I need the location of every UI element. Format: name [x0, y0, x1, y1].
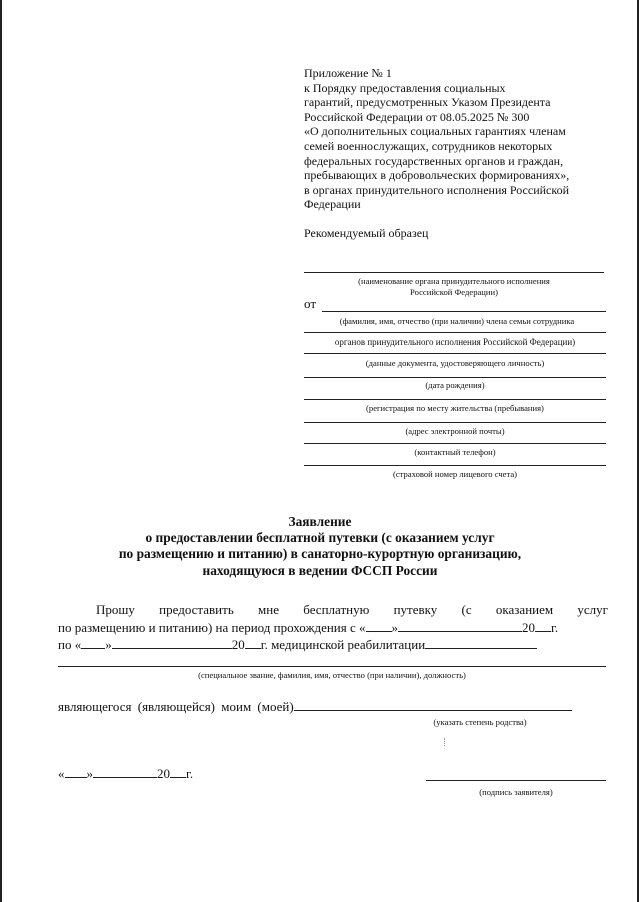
quote-close: »	[86, 766, 93, 781]
request-line-3	[58, 636, 537, 653]
rehabilitation-label: г. медицинской реабилитации	[260, 637, 426, 652]
period-end-label: по «	[58, 637, 82, 652]
applicant-name-field-line[interactable]	[322, 311, 606, 312]
identity-document-field-line[interactable]	[304, 353, 606, 354]
sign-month-field[interactable]	[93, 765, 157, 778]
year-suffix: г.	[551, 620, 559, 635]
sign-day-field[interactable]	[65, 765, 87, 778]
organ-caption-text: органов принудительного исполнения Российской Федерации)	[334, 337, 576, 347]
relation-caption: (указать степень родства)	[433, 717, 527, 727]
year-suffix: г.	[186, 766, 194, 781]
sign-year-field[interactable]	[170, 765, 186, 778]
birth-date-field-line[interactable]	[304, 377, 606, 378]
quote-open: «	[58, 766, 65, 781]
appendix-line: в органах принудительного исполнения Российской	[304, 182, 570, 197]
year-prefix: 20	[231, 637, 245, 652]
appendix-line: семей военнослужащих, сотрудников некоторых	[304, 138, 553, 153]
title-line: по размещению и питанию) в санаторно-курортную организацию,	[118, 546, 522, 562]
signature-caption: (подпись заявителя)	[479, 787, 553, 797]
quote-close: »	[391, 620, 399, 635]
relation-label: являющегося (являющейся) моим (моей)	[58, 699, 294, 714]
recommended-sample-label: Рекомендуемый образец	[304, 226, 429, 240]
relation-row	[58, 698, 572, 715]
appendix-line: к Порядку предоставления социальных	[304, 80, 506, 95]
start-month-field[interactable]	[398, 619, 522, 632]
sign-date-row	[58, 765, 193, 782]
request-word: услуг	[577, 602, 608, 617]
organ-name-caption-2: Российской Федерации)	[410, 287, 498, 297]
start-year-field[interactable]	[535, 619, 551, 632]
document-title	[0, 514, 640, 579]
appendix-line: гарантий, предусмотренных Указом Президента	[304, 95, 551, 110]
signature-field-line[interactable]	[426, 780, 606, 781]
snils-field-line[interactable]	[304, 465, 606, 466]
appendix-line: Российской Федерации от 08.05.2025 № 300	[304, 109, 530, 124]
quote-close: »	[105, 637, 112, 652]
start-day-field[interactable]	[366, 619, 392, 632]
request-word: мне	[258, 602, 279, 617]
end-year-field[interactable]	[245, 636, 261, 649]
email-caption: (адрес электронной почты)	[405, 426, 505, 436]
request-word: путевку	[393, 602, 438, 617]
registration-field-line[interactable]	[304, 399, 606, 400]
appendix-line: Федерации	[304, 197, 361, 212]
phone-caption: (контактный телефон)	[414, 447, 496, 457]
title-line: Заявление	[288, 514, 352, 529]
identity-document-caption: (данные документа, удостоверяющего личность)	[365, 358, 545, 368]
period-start-label: по размещению и питанию) на период прохождения с «	[58, 620, 366, 635]
scan-border-left	[0, 0, 2, 902]
appendix-line: пребывающих в добровольческих формированиях»,	[304, 168, 570, 183]
request-line-2	[58, 619, 558, 636]
employee-rank-caption: (специальное звание, фамилия, имя, отчество (при наличии), должность)	[198, 670, 466, 680]
scan-border-right	[637, 0, 639, 902]
year-prefix: 20	[157, 766, 170, 781]
appendix-line: федеральных государственных органов и граждан,	[304, 153, 564, 168]
snils-caption: (страховой номер лицевого счета)	[392, 469, 518, 479]
organ-name-field-line[interactable]	[304, 272, 604, 273]
request-word: (с	[461, 602, 472, 617]
request-word: предоставить	[159, 602, 234, 617]
appendix-line: «О дополнительных социальных гарантиях членам	[304, 124, 566, 139]
rehabilitation-field[interactable]	[425, 636, 537, 649]
scan-dot	[444, 738, 445, 746]
applicant-name-caption: (фамилия, имя, отчество (при наличии) члена семьи сотрудника	[339, 316, 575, 326]
organ-name-caption: (наименование органа принудительного исполнения	[358, 276, 550, 286]
relation-field[interactable]	[294, 698, 572, 711]
end-day-field[interactable]	[81, 636, 105, 649]
appendix-line: Приложение № 1	[304, 66, 392, 80]
title-line: о предоставлении бесплатной путевки (с оказанием услуг	[145, 530, 495, 546]
email-field-line[interactable]	[304, 422, 606, 423]
end-month-field[interactable]	[112, 636, 232, 649]
request-word: бесплатную	[303, 602, 370, 617]
request-line-1	[96, 601, 608, 618]
employee-rank-field-line[interactable]	[58, 666, 606, 667]
request-word: оказанием	[495, 602, 554, 617]
from-label: от	[304, 296, 317, 311]
phone-field-line[interactable]	[304, 443, 606, 444]
title-line: находящуюся в ведении ФССП России	[202, 562, 438, 578]
appendix-block	[304, 66, 604, 212]
year-prefix: 20	[522, 620, 536, 635]
birth-date-caption: (дата рождения)	[425, 380, 485, 390]
request-word: Прошу	[96, 602, 135, 617]
registration-caption: (регистрация по месту жительства (пребывания)	[366, 403, 544, 413]
applicant-name-field-line-2[interactable]	[304, 332, 606, 333]
